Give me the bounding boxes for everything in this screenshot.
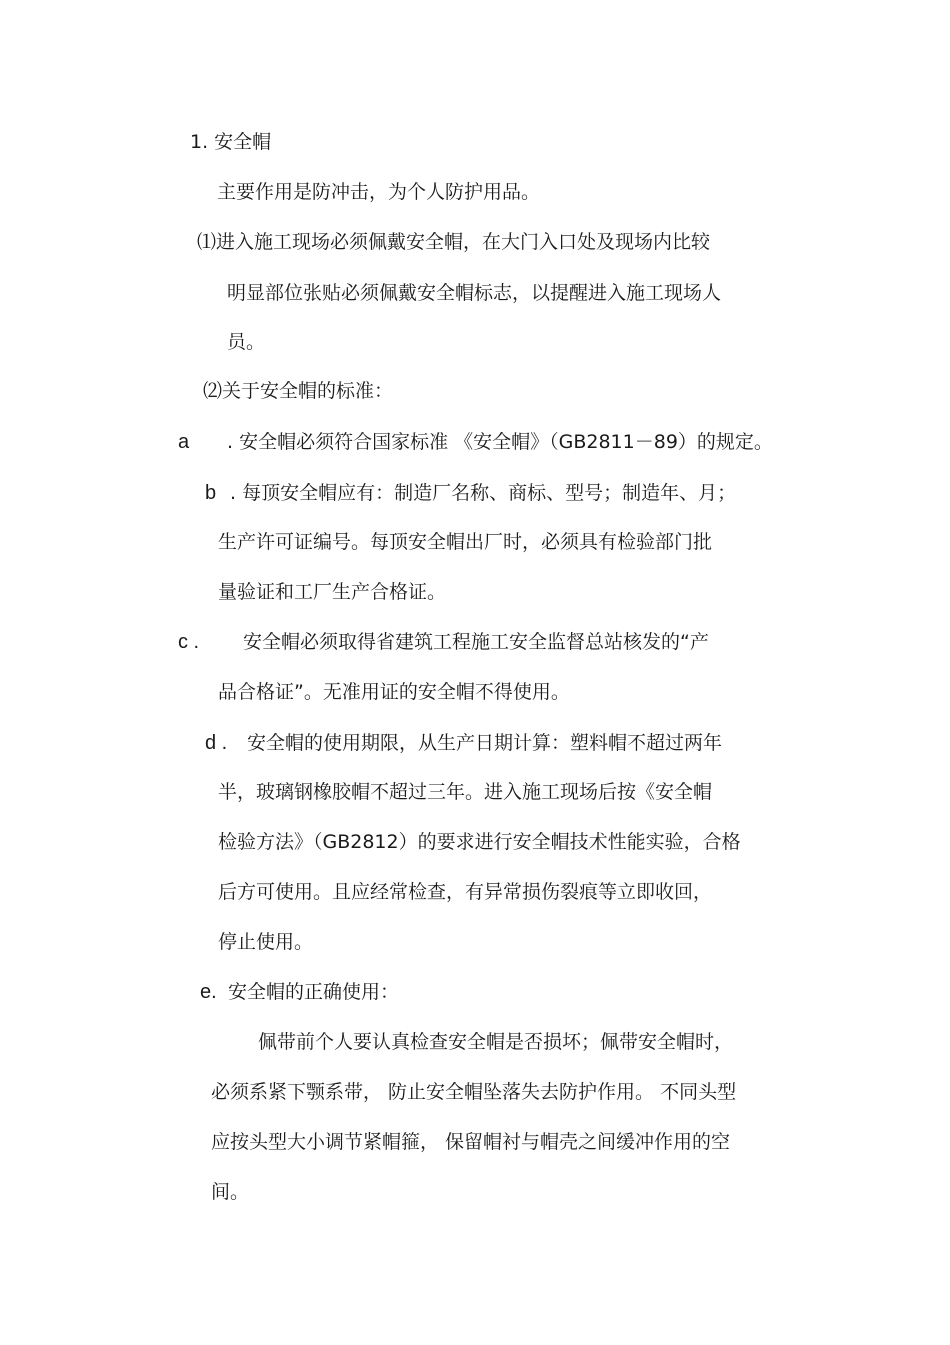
item-d-line4: 后方可使用。且应经常检查，有异常损伤裂痕等立即收回，: [218, 881, 713, 903]
intro-text: 主要作用是防冲击，为个人防护用品。: [217, 181, 541, 203]
item-d-line2: 半，玻璃钢橡胶帽不超过三年。进入施工现场后按《安全帽: [218, 781, 713, 803]
item1-line3: 员。: [227, 331, 266, 353]
item-c-line1: 安全帽必须取得省建筑工程施工安全监督总站核发的“产: [243, 631, 709, 653]
item1-line1: ⑴进入施工现场必须佩戴安全帽，在大门入口处及现场内比较: [197, 231, 711, 253]
item-a-text: . 安全帽必须符合国家标准 《安全帽》（GB2811－89）的规定。: [227, 431, 773, 453]
list-label-a: a: [178, 431, 190, 453]
item-d-line3: 检验方法》（GB2812）的要求进行安全帽技术性能实验，合格: [218, 831, 741, 853]
item1-line2: 明显部位张贴必须佩戴安全帽标志，以提醒进入施工现场人: [227, 282, 722, 304]
item-e-para-line4: 间。: [211, 1181, 250, 1203]
item-e-para-line3: 应按头型大小调节紧帽箍， 保留帽衬与帽壳之间缓冲作用的空: [211, 1131, 731, 1153]
item-c-line2: 品合格证”。无准用证的安全帽不得使用。: [218, 681, 570, 703]
item-e-para-line2: 必须系紧下颚系带， 防止安全帽坠落失去防护作用。 不同头型: [211, 1081, 737, 1103]
item-d-line5: 停止使用。: [218, 931, 314, 953]
item-b-line3: 量验证和工厂生产合格证。: [218, 581, 447, 603]
item-e-para-line1: 佩带前个人要认真检查安全帽是否损坏；佩带安全帽时，: [258, 1031, 734, 1053]
item-d-line1: 安全帽的使用期限，从生产日期计算：塑料帽不超过两年: [247, 732, 723, 754]
list-label-b: b: [205, 482, 217, 504]
list-label-e: e.: [200, 981, 217, 1003]
item-e-title: 安全帽的正确使用：: [228, 981, 400, 1003]
list-label-c: c .: [178, 631, 200, 653]
item-b-line1: . 每顶安全帽应有：制造厂名称、商标、型号；制造年、月；: [230, 482, 737, 504]
item2-title: ⑵关于安全帽的标准：: [203, 380, 394, 402]
list-label-d: d .: [205, 732, 228, 754]
section-heading: 1. 安全帽: [190, 131, 272, 153]
item-b-line2: 生产许可证编号。每顶安全帽出厂时，必须具有检验部门批: [218, 531, 713, 553]
